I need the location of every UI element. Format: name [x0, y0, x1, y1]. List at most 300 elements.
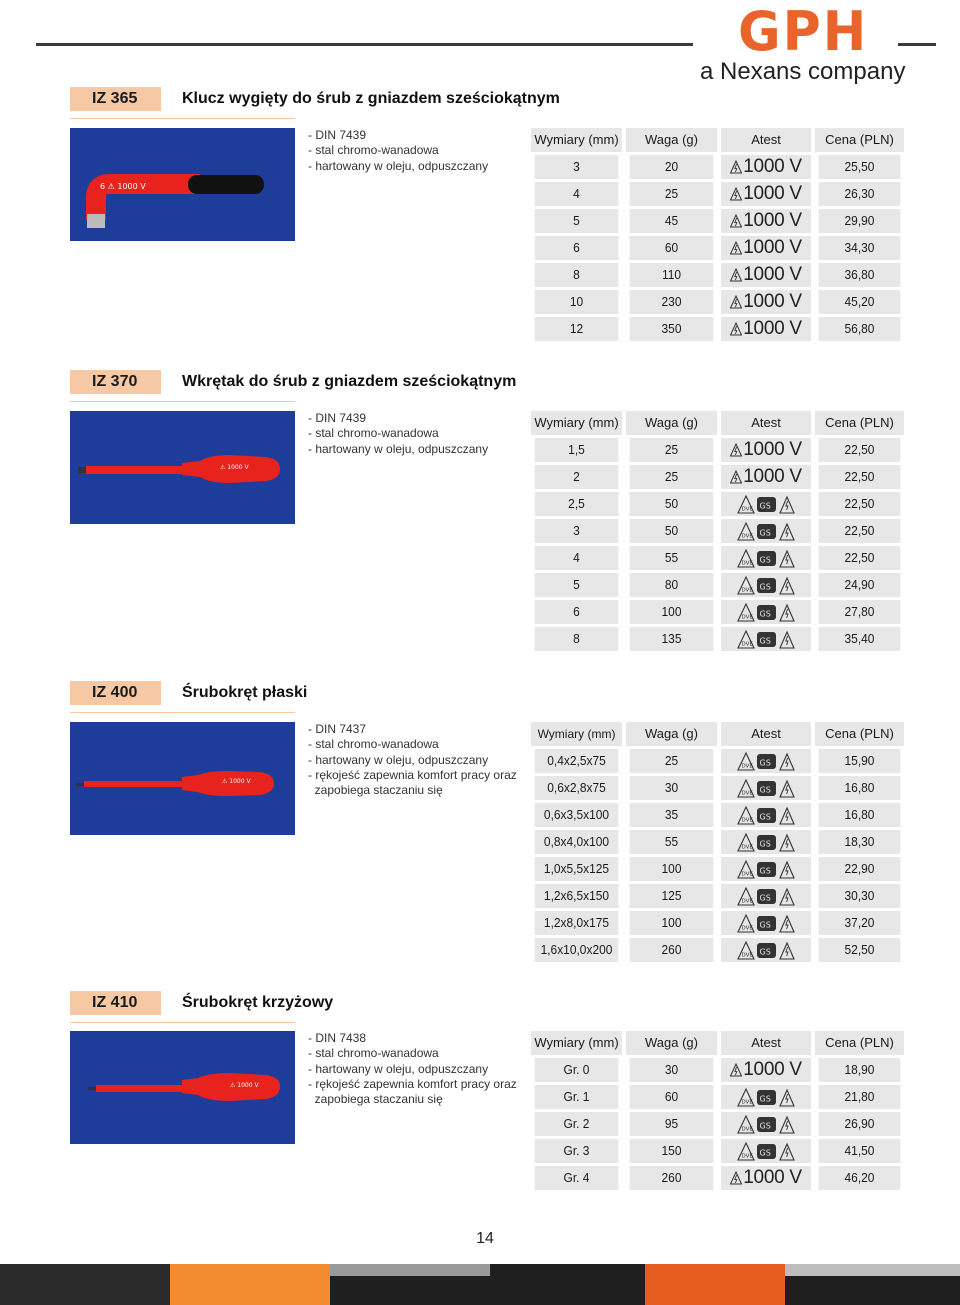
cell-dimension: 0,6x2,8x75 [535, 776, 619, 800]
spec-line: zapobiega staczaniu się [308, 1092, 443, 1107]
footer-segment [785, 1276, 960, 1305]
svg-text:DVE: DVE [741, 560, 753, 567]
table-row [531, 911, 904, 935]
footer-segment [170, 1264, 330, 1305]
cell-atest [721, 317, 811, 341]
header-atest: Atest [721, 1031, 811, 1055]
vde-gs-certification-icon [736, 750, 796, 772]
vde-gs-certification-icon [736, 858, 796, 880]
atest-1000v-mark [721, 290, 811, 314]
footer-segment [490, 1264, 645, 1276]
footer-color-bar [0, 1264, 960, 1305]
cell-price: 46,20 [819, 1166, 901, 1190]
cell-price: 26,30 [819, 182, 901, 206]
cell-dimension: 4 [535, 546, 619, 570]
spec-line: - stal chromo-wanadowa [308, 143, 439, 158]
cell-dimension: 2,5 [535, 492, 619, 516]
cell-atest [721, 1166, 811, 1190]
cell-atest [721, 884, 811, 908]
svg-text:GS: GS [759, 758, 771, 768]
atest-certification-icons [721, 830, 811, 854]
product-photo [70, 411, 295, 524]
badge-underline [70, 712, 295, 713]
product-specs [308, 1031, 517, 1107]
atest-voltage-label: 1000 V [743, 466, 802, 487]
cell-atest [721, 776, 811, 800]
spec-line: - DIN 7437 [308, 722, 367, 736]
cell-atest [721, 546, 811, 570]
svg-text:GS: GS [759, 1094, 771, 1104]
header-rule-left [36, 43, 693, 46]
header-weight: Waga (g) [626, 128, 717, 152]
cell-weight: 110 [630, 263, 714, 287]
cell-atest [721, 465, 811, 489]
cell-dimension: 8 [535, 263, 619, 287]
table-row [531, 492, 904, 516]
cell-weight: 35 [630, 803, 714, 827]
product-title: Klucz wygięty do śrub z gniazdem sześciokątnym [182, 90, 560, 107]
cell-weight: 135 [630, 627, 714, 651]
high-voltage-warning-icon [730, 322, 742, 336]
cell-dimension: 1,2x6,5x150 [535, 884, 619, 908]
cell-atest [721, 492, 811, 516]
table-row [531, 1058, 904, 1082]
cell-atest [721, 1112, 811, 1136]
vde-gs-certification-icon [736, 574, 796, 596]
tool-image [70, 722, 295, 835]
atest-voltage-label: 1000 V [743, 183, 802, 204]
cell-price: 22,50 [819, 519, 901, 543]
vde-gs-certification-icon [736, 493, 796, 515]
atest-certification-icons [721, 492, 811, 516]
svg-text:GS: GS [759, 947, 771, 957]
svg-text:DVE: DVE [741, 641, 753, 648]
cell-dimension: 0,6x3,5x100 [535, 803, 619, 827]
cell-weight: 150 [630, 1139, 714, 1163]
cell-price: 37,20 [819, 911, 901, 935]
vde-gs-certification-icon [736, 1086, 796, 1108]
cell-weight: 100 [630, 600, 714, 624]
cell-price: 22,50 [819, 438, 901, 462]
cell-weight: 60 [630, 1085, 714, 1109]
svg-text:DVE: DVE [741, 817, 753, 824]
cell-weight: 80 [630, 573, 714, 597]
table-row [531, 776, 904, 800]
cell-price: 34,30 [819, 236, 901, 260]
spec-line: - stal chromo-wanadowa [308, 426, 439, 441]
vde-gs-certification-icon [736, 885, 796, 907]
spec-line: - stal chromo-wanadowa [308, 1046, 439, 1061]
table-row [531, 1139, 904, 1163]
cell-price: 22,50 [819, 492, 901, 516]
high-voltage-warning-icon [730, 1171, 742, 1185]
header-dims: Wymiary (mm) [531, 1031, 622, 1055]
cell-price: 30,30 [819, 884, 901, 908]
atest-1000v-mark [721, 438, 811, 462]
cell-atest [721, 830, 811, 854]
cell-price: 56,80 [819, 317, 901, 341]
cell-price: 29,90 [819, 209, 901, 233]
cell-price: 45,20 [819, 290, 901, 314]
cell-dimension: 10 [535, 290, 619, 314]
atest-1000v-mark [721, 209, 811, 233]
svg-text:DVE: DVE [741, 1126, 753, 1133]
header-weight: Waga (g) [626, 722, 717, 746]
badge-underline [70, 118, 295, 119]
tool-image [70, 128, 295, 241]
svg-text:GS: GS [759, 1148, 771, 1158]
atest-certification-icons [721, 749, 811, 773]
cell-weight: 30 [630, 776, 714, 800]
svg-text:GS: GS [759, 839, 771, 849]
table-row [531, 1112, 904, 1136]
product-code-badge: IZ 400 [70, 681, 161, 705]
spec-line: - hartowany w oleju, odpuszczany [308, 158, 489, 173]
cell-price: 36,80 [819, 263, 901, 287]
cell-dimension: Gr. 1 [535, 1085, 619, 1109]
svg-text:GS: GS [759, 582, 771, 592]
vde-gs-certification-icon [736, 1113, 796, 1135]
product-code-badge: IZ 370 [70, 370, 161, 394]
atest-1000v-mark [721, 263, 811, 287]
cell-price: 26,90 [819, 1112, 901, 1136]
cell-weight: 45 [630, 209, 714, 233]
spec-line: - rękojeść zapewnia komfort pracy oraz [308, 1076, 517, 1091]
cell-atest [721, 209, 811, 233]
header-price: Cena (PLN) [815, 722, 904, 746]
cell-dimension: Gr. 2 [535, 1112, 619, 1136]
table-header-row [531, 722, 904, 746]
footer-segment [330, 1276, 645, 1305]
atest-voltage-label: 1000 V [743, 318, 802, 339]
header-atest: Atest [721, 722, 811, 746]
high-voltage-warning-icon [730, 160, 742, 174]
cell-weight: 30 [630, 1058, 714, 1082]
atest-voltage-label: 1000 V [743, 210, 802, 231]
cell-price: 18,90 [819, 1058, 901, 1082]
table-row [531, 627, 904, 651]
tool-image [70, 1031, 295, 1144]
cell-atest [721, 236, 811, 260]
svg-text:⚠ 1000 V: ⚠ 1000 V [230, 1082, 259, 1089]
cell-dimension: 12 [535, 317, 619, 341]
cell-dimension: 6 [535, 236, 619, 260]
footer-segment [645, 1264, 785, 1305]
high-voltage-warning-icon [730, 1063, 742, 1077]
product-specs [308, 128, 488, 174]
cell-dimension: 4 [535, 182, 619, 206]
atest-1000v-mark [721, 465, 811, 489]
footer-segment [785, 1264, 960, 1276]
logo-gph: GPH [738, 0, 869, 64]
cell-dimension: 5 [535, 573, 619, 597]
svg-text:DVE: DVE [741, 790, 753, 797]
svg-text:GS: GS [759, 920, 771, 930]
cell-price: 21,80 [819, 1085, 901, 1109]
tool-image [70, 411, 295, 524]
header-price: Cena (PLN) [815, 411, 904, 435]
table-row [531, 600, 904, 624]
cell-price: 15,90 [819, 749, 901, 773]
cell-weight: 50 [630, 519, 714, 543]
table-row [531, 938, 904, 962]
table-row [531, 317, 904, 341]
header-weight: Waga (g) [626, 1031, 717, 1055]
atest-1000v-mark [721, 155, 811, 179]
cell-dimension: 1,0x5,5x125 [535, 857, 619, 881]
vde-gs-certification-icon [736, 1140, 796, 1162]
spec-line: - DIN 7439 [308, 411, 367, 425]
cell-atest [721, 911, 811, 935]
cell-dimension: 1,2x8,0x175 [535, 911, 619, 935]
atest-certification-icons [721, 519, 811, 543]
svg-text:DVE: DVE [741, 533, 753, 540]
cell-price: 35,40 [819, 627, 901, 651]
cell-atest [721, 573, 811, 597]
cell-atest [721, 1139, 811, 1163]
svg-text:DVE: DVE [741, 952, 753, 959]
cell-dimension: 3 [535, 519, 619, 543]
brand-logo [700, 0, 906, 88]
atest-certification-icons [721, 1085, 811, 1109]
cell-weight: 50 [630, 492, 714, 516]
cell-price: 25,50 [819, 155, 901, 179]
svg-text:DVE: DVE [741, 506, 753, 513]
vde-gs-certification-icon [736, 547, 796, 569]
table-row [531, 465, 904, 489]
cell-atest [721, 857, 811, 881]
cell-weight: 350 [630, 317, 714, 341]
atest-certification-icons [721, 600, 811, 624]
svg-text:DVE: DVE [741, 763, 753, 770]
high-voltage-warning-icon [730, 470, 742, 484]
atest-1000v-mark [721, 317, 811, 341]
cell-dimension: Gr. 4 [535, 1166, 619, 1190]
svg-text:GS: GS [759, 501, 771, 511]
atest-1000v-mark [721, 1166, 811, 1190]
atest-voltage-label: 1000 V [743, 156, 802, 177]
product-photo [70, 722, 295, 835]
cell-weight: 100 [630, 857, 714, 881]
cell-weight: 25 [630, 465, 714, 489]
table-row [531, 519, 904, 543]
cell-atest [721, 938, 811, 962]
header-dims: Wymiary (mm) [531, 722, 622, 746]
header-dims: Wymiary (mm) [531, 411, 622, 435]
atest-certification-icons [721, 1112, 811, 1136]
cell-price: 24,90 [819, 573, 901, 597]
table-row [531, 155, 904, 179]
atest-certification-icons [721, 803, 811, 827]
table-row [531, 438, 904, 462]
atest-certification-icons [721, 884, 811, 908]
product-specs [308, 411, 488, 457]
atest-certification-icons [721, 938, 811, 962]
spec-line: zapobiega staczaniu się [308, 783, 443, 798]
spec-line: - stal chromo-wanadowa [308, 737, 439, 752]
svg-text:GS: GS [759, 893, 771, 903]
spec-line: - DIN 7439 [308, 128, 367, 142]
high-voltage-warning-icon [730, 443, 742, 457]
atest-1000v-mark [721, 1058, 811, 1082]
logo-tagline: a Nexans company [700, 58, 906, 85]
table-row [531, 1166, 904, 1190]
atest-voltage-label: 1000 V [743, 237, 802, 258]
cell-weight: 25 [630, 182, 714, 206]
high-voltage-warning-icon [730, 187, 742, 201]
product-code-badge: IZ 410 [70, 991, 161, 1015]
atest-voltage-label: 1000 V [743, 439, 802, 460]
cell-weight: 55 [630, 546, 714, 570]
svg-text:⚠ 1000 V: ⚠ 1000 V [220, 464, 249, 471]
vde-gs-certification-icon [736, 939, 796, 961]
table-row [531, 263, 904, 287]
cell-price: 16,80 [819, 776, 901, 800]
table-row [531, 749, 904, 773]
cell-price: 52,50 [819, 938, 901, 962]
page-number: 14 [476, 1230, 494, 1247]
header-rule-right [898, 43, 936, 46]
table-row [531, 573, 904, 597]
table-row [531, 182, 904, 206]
cell-atest [721, 600, 811, 624]
cell-price: 22,50 [819, 546, 901, 570]
spec-line: - hartowany w oleju, odpuszczany [308, 1061, 489, 1076]
svg-text:⚠ 1000 V: ⚠ 1000 V [222, 778, 251, 785]
table-row [531, 1085, 904, 1109]
svg-text:GS: GS [759, 555, 771, 565]
svg-text:DVE: DVE [741, 844, 753, 851]
badge-underline [70, 1022, 295, 1023]
svg-text:DVE: DVE [741, 1153, 753, 1160]
table-header-row [531, 128, 904, 152]
svg-text:GS: GS [759, 1121, 771, 1131]
table-row [531, 803, 904, 827]
cell-weight: 60 [630, 236, 714, 260]
table-header-row [531, 411, 904, 435]
header-atest: Atest [721, 128, 811, 152]
cell-weight: 55 [630, 830, 714, 854]
cell-atest [721, 182, 811, 206]
svg-text:DVE: DVE [741, 614, 753, 621]
product-specs [308, 722, 517, 798]
svg-text:GS: GS [759, 866, 771, 876]
product-photo [70, 1031, 295, 1144]
table-row [531, 546, 904, 570]
svg-text:GS: GS [759, 528, 771, 538]
cell-atest [721, 290, 811, 314]
cell-dimension: 0,8x4,0x100 [535, 830, 619, 854]
cell-dimension: Gr. 3 [535, 1139, 619, 1163]
product-title: Śrubokręt krzyżowy [182, 994, 334, 1011]
cell-atest [721, 438, 811, 462]
cell-atest [721, 1058, 811, 1082]
product-title: Śrubokręt płaski [182, 684, 308, 701]
svg-text:GS: GS [759, 609, 771, 619]
header-atest: Atest [721, 411, 811, 435]
footer-segment [330, 1264, 490, 1276]
svg-text:GS: GS [759, 636, 771, 646]
cell-atest [721, 803, 811, 827]
atest-certification-icons [721, 911, 811, 935]
cell-price: 27,80 [819, 600, 901, 624]
cell-weight: 260 [630, 1166, 714, 1190]
atest-certification-icons [721, 627, 811, 651]
cell-weight: 25 [630, 749, 714, 773]
atest-voltage-label: 1000 V [743, 1059, 802, 1080]
svg-text:GS: GS [759, 812, 771, 822]
cell-price: 22,50 [819, 465, 901, 489]
svg-text:DVE: DVE [741, 587, 753, 594]
header-price: Cena (PLN) [815, 128, 904, 152]
vde-gs-certification-icon [736, 520, 796, 542]
cell-dimension: 3 [535, 155, 619, 179]
svg-text:DVE: DVE [741, 1099, 753, 1106]
cell-dimension: Gr. 0 [535, 1058, 619, 1082]
header-dims: Wymiary (mm) [531, 128, 622, 152]
badge-underline [70, 401, 295, 402]
table-row [531, 857, 904, 881]
cell-dimension: 5 [535, 209, 619, 233]
product-code-badge: IZ 365 [70, 87, 161, 111]
cell-atest [721, 1085, 811, 1109]
cell-weight: 125 [630, 884, 714, 908]
cell-price: 16,80 [819, 803, 901, 827]
svg-text:DVE: DVE [741, 898, 753, 905]
cell-weight: 20 [630, 155, 714, 179]
vde-gs-certification-icon [736, 628, 796, 650]
atest-certification-icons [721, 546, 811, 570]
table-row [531, 236, 904, 260]
vde-gs-certification-icon [736, 601, 796, 623]
product-photo [70, 128, 295, 241]
cell-dimension: 1,6x10,0x200 [535, 938, 619, 962]
atest-certification-icons [721, 573, 811, 597]
spec-line: - rękojeść zapewnia komfort pracy oraz [308, 767, 517, 782]
cell-atest [721, 519, 811, 543]
cell-dimension: 0,4x2,5x75 [535, 749, 619, 773]
vde-gs-certification-icon [736, 831, 796, 853]
spec-line: - hartowany w oleju, odpuszczany [308, 752, 489, 767]
cell-dimension: 1,5 [535, 438, 619, 462]
atest-1000v-mark [721, 236, 811, 260]
svg-text:6 ⚠ 1000 V: 6 ⚠ 1000 V [100, 182, 146, 191]
cell-price: 22,90 [819, 857, 901, 881]
footer-segment [0, 1264, 170, 1305]
vde-gs-certification-icon [736, 804, 796, 826]
table-row [531, 290, 904, 314]
cell-weight: 260 [630, 938, 714, 962]
cell-weight: 100 [630, 911, 714, 935]
cell-atest [721, 155, 811, 179]
table-row [531, 884, 904, 908]
high-voltage-warning-icon [730, 214, 742, 228]
atest-certification-icons [721, 776, 811, 800]
cell-dimension: 6 [535, 600, 619, 624]
vde-gs-certification-icon [736, 912, 796, 934]
atest-voltage-label: 1000 V [743, 264, 802, 285]
spec-line: - DIN 7438 [308, 1031, 367, 1045]
table-row [531, 830, 904, 854]
cell-dimension: 2 [535, 465, 619, 489]
high-voltage-warning-icon [730, 241, 742, 255]
table-row [531, 209, 904, 233]
vde-gs-certification-icon [736, 777, 796, 799]
cell-atest [721, 263, 811, 287]
header-weight: Waga (g) [626, 411, 717, 435]
high-voltage-warning-icon [730, 295, 742, 309]
table-header-row [531, 1031, 904, 1055]
